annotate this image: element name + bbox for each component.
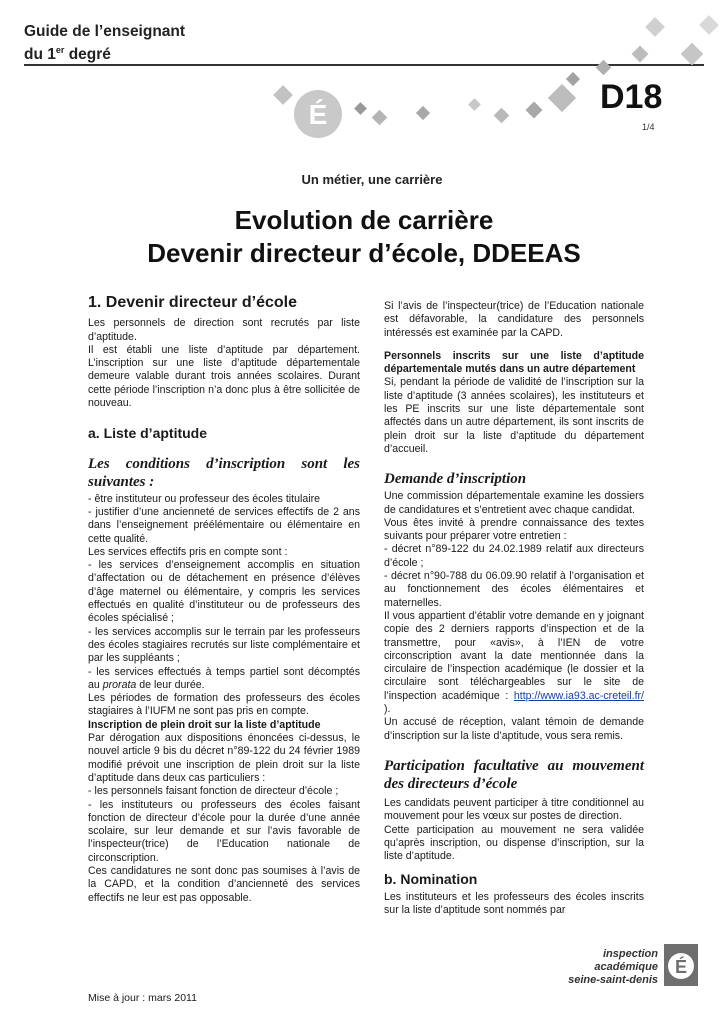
paragraph: - décret n°90-788 du 06.09.90 relatif à l’organisation et au fonctionnement des écoles élémentaires et maternelles. bbox=[384, 570, 644, 609]
heading-participation-mouvement: Participation facultative au mouvement des directeurs d’école bbox=[384, 757, 644, 792]
diamond-shape bbox=[526, 102, 543, 119]
diamond-shape bbox=[566, 72, 580, 86]
paragraph: Par dérogation aux dispositions énoncées ci-dessus, le nouvel article 9 bis du décret n°89-122 du 24 février 1989 modifié prévoit une inscription de plein droit sur la liste d’aptitude dans deux cas particuliers : bbox=[88, 732, 360, 784]
guide-line2-suffix: degré bbox=[64, 46, 111, 64]
update-date: Mise à jour : mars 2011 bbox=[88, 992, 197, 1004]
paragraph: Un accusé de réception, valant témoin de demande d’inscription sur la liste d’aptitude, vous sera remis. bbox=[384, 716, 644, 742]
svg-text:É: É bbox=[674, 957, 688, 977]
paragraph: Si, pendant la période de validité de l’inscription sur la liste d’aptitude (3 années scolaires), les instituteurs et les PE inscrits sur une liste départementale sont affectés dans un autre département, ils sont inscrits de plein droit sur la liste d’aptitude du département d’accueil. bbox=[384, 376, 644, 455]
paragraph: Cette participation au mouvement ne sera validée qu’après inscription, ou dispense d’inscription, sur la liste d’aptitude. bbox=[384, 823, 644, 863]
paragraph: Les services effectifs pris en compte sont : bbox=[88, 545, 288, 558]
diamond-shape bbox=[354, 102, 367, 115]
paragraph: - justifier d’une ancienneté de services effectifs de 2 ans dans l’enseignement préélémentaire ou élémentaire en cette qualité. bbox=[88, 505, 360, 545]
e-watermark-icon bbox=[288, 82, 348, 142]
diamond-shape bbox=[645, 17, 665, 37]
ia93-link[interactable]: http://www.ia93.ac-creteil.fr/ bbox=[513, 689, 644, 702]
paragraph: Ces candidatures ne sont donc pas soumises à l’avis de la CAPD, et la condition d’ancienneté des services effectifs ne leur est pas opposable. bbox=[88, 864, 360, 904]
paragraph: Si l’avis de l’inspecteur(trice) de l’Education nationale est défavorable, la candidature des personnels intéressés est examinée par la CAPD. bbox=[384, 300, 644, 339]
diamond-shape bbox=[494, 108, 510, 124]
inspection-academique-logo bbox=[548, 944, 698, 996]
paragraph: - les personnels faisant fonction de directeur d’école ; bbox=[88, 785, 339, 798]
text-span: ). bbox=[384, 703, 391, 716]
heading-conditions: Les conditions d’inscription sont les suivantes : bbox=[88, 455, 360, 490]
diamond-shape bbox=[596, 60, 612, 76]
logo-line2: seine-saint-denis bbox=[568, 974, 658, 986]
diamond-shape bbox=[416, 106, 430, 120]
text-span: - les services effectués à temps partiel sont décomptés au bbox=[88, 665, 360, 691]
title-line1: Evolution de carrière bbox=[234, 205, 494, 235]
svg-text:É: É bbox=[308, 99, 328, 130]
diamond-shape bbox=[632, 46, 649, 63]
heading-nomination: b. Nomination bbox=[384, 871, 478, 888]
title-line2: Devenir directeur d’école, DDEEAS bbox=[147, 238, 581, 268]
diamond-shape bbox=[372, 110, 388, 126]
paragraph: - être instituteur ou professeur des écoles titulaire bbox=[88, 492, 321, 505]
paragraph bbox=[384, 610, 644, 716]
diamond-shape bbox=[468, 98, 481, 111]
paragraph: - décret n°89-122 du 24.02.1989 relatif aux directeurs d’école ; bbox=[384, 543, 644, 569]
text-span: Il vous appartient d’établir votre demande en y joignant copie des 2 derniers rapports d’inspection et de la transmettre, pour «avis», à l’IEN de votre circonscription avant la date mentionnée dans la circulaire de l’inspection académique (le dossier et la circulaire sont téléchargeables sur le site de l’inspection académique : bbox=[384, 609, 644, 702]
diamond-shape bbox=[548, 84, 576, 112]
page-number: 1/4 bbox=[642, 122, 655, 132]
page-title bbox=[0, 204, 728, 270]
emphasis: prorata bbox=[102, 678, 137, 691]
guide-line2-sup: er bbox=[55, 45, 65, 55]
guide-line2 bbox=[24, 41, 185, 64]
paragraph: Les personnels de direction sont recrutés par liste d’aptitude. bbox=[88, 317, 360, 343]
logo-line1: inspection académique bbox=[594, 948, 658, 973]
paragraph: Il est établi une liste d’aptitude par département. L’inscription sur une liste d’aptitude départementale demeure valable durant trois années scolaires. Durant cette période l’inscription n’a donc plus à être sollicitée de nouveau. bbox=[88, 343, 360, 410]
logo-text bbox=[548, 948, 658, 987]
paragraph: Les instituteurs et les professeurs des écoles inscrits sur la liste d’aptitude sont nommés par bbox=[384, 890, 644, 916]
guide-title bbox=[24, 22, 185, 64]
heading-liste-aptitude: a. Liste d’aptitude bbox=[88, 425, 208, 442]
paragraph: Les périodes de formation des professeurs des écoles stagiaires à l’IUFM ne sont pas pris en compte. bbox=[88, 692, 360, 718]
paragraph: Les candidats peuvent participer à titre conditionnel au mouvement pour les vœux sur postes de direction. bbox=[384, 796, 644, 823]
left-column bbox=[88, 296, 360, 905]
heading-devenir-directeur: 1. Devenir directeur d’école bbox=[88, 294, 297, 311]
diamond-shape bbox=[699, 15, 719, 35]
paragraph: - les services d’enseignement accomplis en situation d’affectation ou de détachement en présence d’élèves d’âge maternel ou élémentaire, y compris les services effectués en qualité d’instituteur ou de professeurs des écoles spécialisé ; bbox=[88, 559, 360, 625]
paragraph: - les services accomplis sur le terrain par les professeurs des écoles stagiaires recrutés sur liste complémentaire et par les suppléants ; bbox=[88, 625, 360, 665]
paragraph: Vous êtes invité à prendre connaissance des textes suivants pour préparer votre entretien : bbox=[384, 516, 644, 543]
subtitle-text: Un métier, une carrière bbox=[301, 172, 443, 187]
paragraph bbox=[88, 666, 360, 693]
section-subtitle bbox=[0, 172, 728, 187]
paragraph: Une commission départementale examine les dossiers de candidatures et s’entretient avec chaque candidat. bbox=[384, 490, 644, 516]
right-column bbox=[384, 296, 644, 917]
guide-line1: Guide de l’enseignant bbox=[24, 23, 186, 40]
text-span: de leur durée. bbox=[136, 678, 205, 691]
guide-line2-text: du 1 bbox=[24, 46, 56, 64]
diamond-shape bbox=[681, 43, 704, 66]
document-code: D18 bbox=[600, 78, 663, 116]
heading-demande-inscription: Demande d’inscription bbox=[384, 471, 527, 488]
paragraph: - les instituteurs ou professeurs des écoles faisant fonction de directeur d’école pour la durée d’une année scolaire, sur leur demande et sur l’avis favorable de l’inspecteur(trice) de l’Education nationale de circonscription. bbox=[88, 798, 360, 864]
logo-e-icon bbox=[664, 944, 698, 986]
heading-personnels-mutes: Personnels inscrits sur une liste d’aptitude départementale mutés dans un autre département bbox=[384, 349, 644, 376]
heading-inscription-plein-droit: Inscription de plein droit sur la liste d’aptitude bbox=[88, 718, 321, 731]
